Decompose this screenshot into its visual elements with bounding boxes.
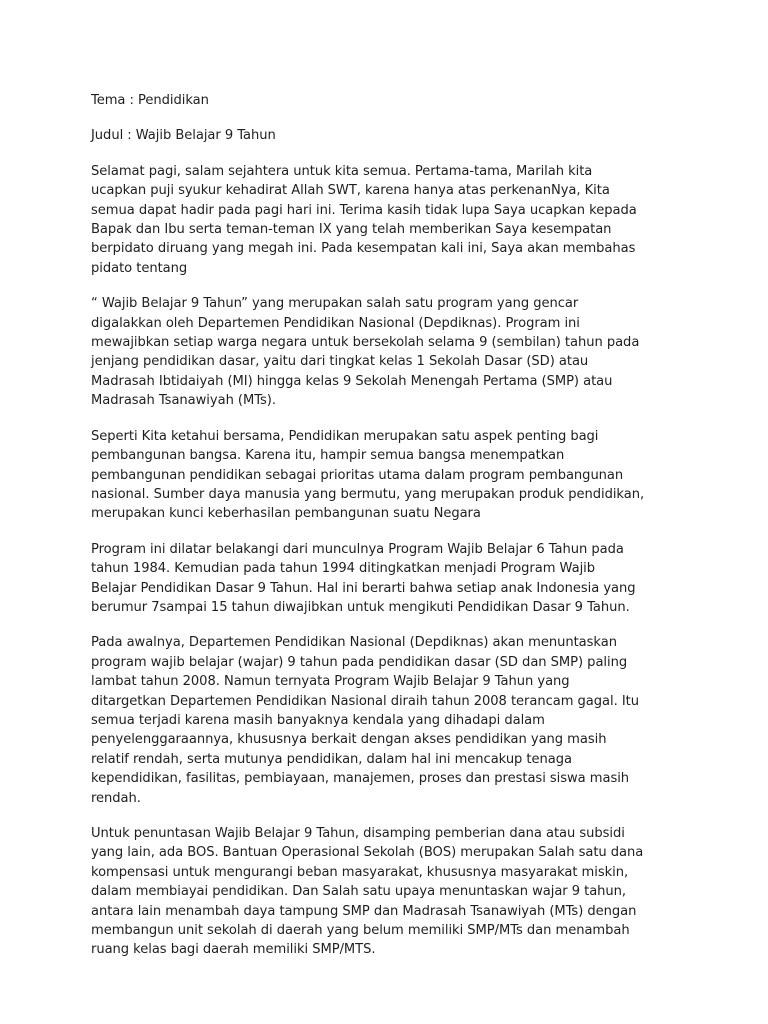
text-line: membangun unit sekolah di daerah yang belum memiliki SMP/MTs dan menambah (91, 923, 630, 939)
text-line: Madrasah Ibtidaiyah (MI) hingga kelas 9 Sekolah Menengah Pertama (SMP) atau (91, 373, 613, 389)
text-line: antara lain menambah daya tampung SMP dan Madrasah Tsanawiyah (MTs) dengan (91, 903, 637, 919)
text-line: kompensasi untuk mengurangi beban masyarakat, khususnya masyarakat miskin, (91, 864, 629, 880)
text-line: yang lain, ada BOS. Bantuan Operasional Sekolah (BOS) merupakan Salah satu dana (91, 845, 644, 861)
text-line: program wajib belajar (wajar) 9 tahun pada pendidikan dasar (SD dan SMP) paling (91, 654, 628, 670)
theme-line: Tema : Pendidikan (91, 93, 209, 108)
text-line: Untuk penuntasan Wajib Belajar 9 Tahun, disamping pemberian dana atau subsidi (91, 826, 625, 841)
text-line: Selamat pagi, salam sejahtera untuk kita semua. Pertama-tama, Marilah kita (91, 163, 593, 179)
text-line: pembangunan bangsa. Karena itu, hampir semua bangsa menempatkan (91, 448, 565, 464)
text-line: ucapkan puji syukur kehadirat Allah SWT, karena hanya atas perkenanNya, Kita (91, 183, 610, 199)
text-line: “ Wajib Belajar 9 Tahun” yang merupakan salah satu program yang gencar (91, 296, 579, 312)
text-line: Pada awalnya, Departemen Pendidikan Nasional (Depdiknas) akan menuntaskan (91, 635, 617, 651)
text-line: Seperti Kita ketahui bersama, Pendidikan merupakan satu aspek penting bagi (91, 428, 599, 444)
paragraph-program-definition (91, 294, 691, 410)
text-line: pembangunan pendidikan sebagai prioritas utama dalam program pembangunan (91, 467, 624, 483)
document-body (91, 91, 691, 976)
paragraph-solutions (91, 824, 691, 960)
text-line: tahun 1984. Kemudian pada tahun 1994 ditingkatkan menjadi Program Wajib (91, 561, 596, 577)
text-line: Belajar Pendidikan Dasar 9 Tahun. Hal ini berarti bahwa setiap anak Indonesia yang (91, 580, 636, 596)
text-line: relatif rendah, serta mutunya pendidikan, dalam hal ini mencakup tenaga (91, 751, 572, 767)
text-line: semua terjadi karena masih banyaknya kendala yang dihadapi dalam (91, 712, 545, 728)
text-line: Program ini dilatar belakangi dari munculnya Program Wajib Belajar 6 Tahun pada (91, 541, 624, 557)
text-line: ditargetkan Departemen Pendidikan Nasional diraih tahun 2008 terancam gagal. Itu (91, 693, 639, 709)
text-line: berumur 7sampai 15 tahun diwajibkan untuk mengikuti Pendidikan Dasar 9 Tahun. (91, 599, 630, 615)
text-line: lambat tahun 2008. Namun ternyata Program Wajib Belajar 9 Tahun yang (91, 674, 570, 690)
text-line: dalam membiayai pendidikan. Dan Salah satu upaya menuntaskan wajar 9 tahun, (91, 884, 627, 900)
text-line: semua dapat hadir pada pagi hari ini. Terima kasih tidak lupa Saya ucapkan kepada (91, 202, 637, 218)
paragraph-obstacles (91, 633, 691, 808)
text-line: digalakkan oleh Departemen Pendidikan Nasional (Depdiknas). Program ini (91, 315, 580, 331)
text-line: Bapak dan Ibu serta teman-teman IX yang telah memberikan Saya kesempatan (91, 222, 612, 238)
text-line: nasional. Sumber daya manusia yang bermutu, yang merupakan produk pendidikan, (91, 486, 645, 502)
text-line: ruang kelas bagi daerah memiliki SMP/MTS. (91, 942, 376, 958)
paragraph-background (91, 540, 691, 618)
text-line: Madrasah Tsanawiyah (MTs). (91, 393, 276, 409)
paragraph-importance (91, 427, 691, 524)
text-line: merupakan kunci keberhasilan pembangunan suatu Negara (91, 506, 481, 522)
title-line: Judul : Wajib Belajar 9 Tahun (91, 128, 276, 144)
text-line: penyelenggaraannya, khususnya berkait dengan akses pendidikan yang masih (91, 732, 607, 748)
text-line: rendah. (91, 790, 141, 806)
paragraph-opening (91, 162, 691, 278)
text-line: kependidikan, fasilitas, pembiayaan, manajemen, proses dan prestasi siswa masih (91, 771, 630, 787)
text-line: jenjang pendidikan dasar, yaitu dari tingkat kelas 1 Sekolah Dasar (SD) atau (91, 354, 589, 370)
text-line: pidato tentang (91, 260, 188, 276)
text-line: berpidato diruang yang megah ini. Pada kesempatan kali ini, Saya akan membahas (91, 241, 636, 257)
text-line: mewajibkan setiap warga negara untuk bersekolah selama 9 (sembilan) tahun pada (91, 335, 640, 351)
